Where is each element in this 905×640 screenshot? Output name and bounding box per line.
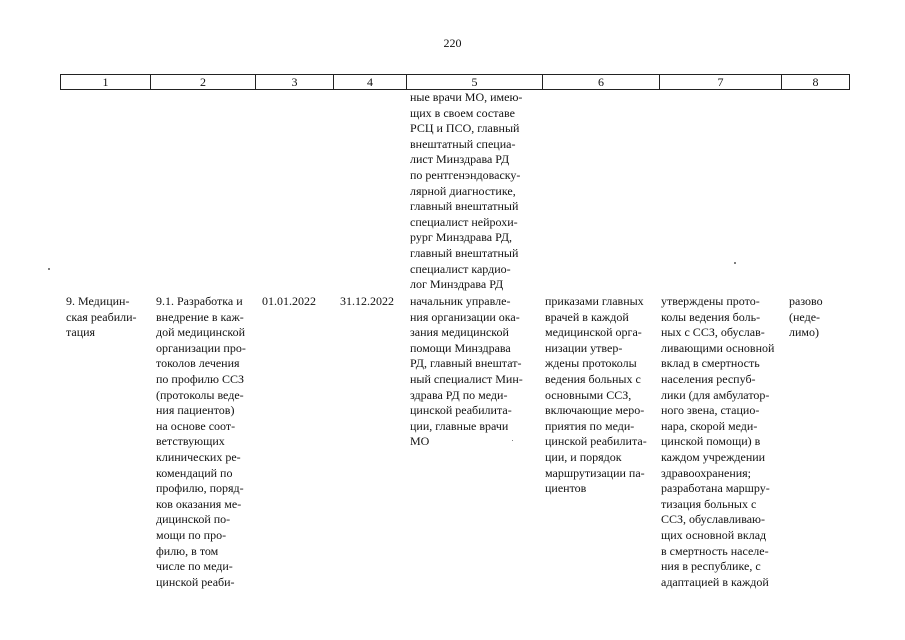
scan-speck bbox=[512, 440, 513, 441]
table-header-row bbox=[60, 74, 850, 90]
row-col-3-start-date: 01.01.2022 bbox=[262, 294, 316, 308]
row-col-1-activity: 9. Медицин- ская реабили- тация bbox=[66, 294, 137, 340]
scan-speck bbox=[48, 268, 50, 270]
header-col-4: 4 bbox=[333, 75, 406, 89]
header-col-7: 7 bbox=[659, 75, 781, 89]
row-col-4-end-date: 31.12.2022 bbox=[340, 294, 394, 308]
row-col-2-task: 9.1. Разработка и внедрение в каж- дой медицинской организации про- токолов лечения по профилю ССЗ (протоколы веде- ния пациентов) на основе соот- ветствующих клинических ре- комендаций по профилю, поряд- ков оказания ме- дицинской по- мощи по про- филю, в том числе по меди- цинской реаби- bbox=[156, 294, 246, 589]
row-col-5-responsible: начальник управле- ния организации ока- зания медицинской помощи Минздрава РД, главный внештат- ный специалист Мин- здрава РД по меди- цинской реабилита- ции, главные врачи МО bbox=[410, 294, 523, 449]
scan-speck bbox=[734, 262, 736, 264]
header-col-2: 2 bbox=[150, 75, 255, 89]
header-col-3: 3 bbox=[255, 75, 333, 89]
row-col-7-indicator: утверждены прото- колы ведения боль- ных с ССЗ, обуслав- ливающими основной вклад в смертность населения респуб- лики (для амбулатор- ного звена, стацио- нара, скорой меди- цинской помощи) в каждом учреждении здравоохранения; разработана маршру- тизация больных с ССЗ, обуславливаю- щих основной вклад в смертность населе- ния в республике, с адаптацией в каждой bbox=[661, 294, 775, 589]
header-col-8: 8 bbox=[781, 75, 850, 89]
header-col-1: 1 bbox=[60, 75, 150, 89]
header-col-5: 5 bbox=[406, 75, 542, 89]
continuation-col-5: ные врачи МО, имею- щих в своем составе РСЦ и ПСО, главный внештатный специа- лист Минздрава РД по рентгенэндоваску- лярной диагностике, главный внештатный специалист нейрохи- рург Минздрава РД, главный внештатный специалист кардио- лог Минздрава РД bbox=[410, 90, 523, 292]
row-col-8-periodicity: разово (неде- лимо) bbox=[789, 294, 823, 340]
header-col-6: 6 bbox=[542, 75, 659, 89]
row-col-6-result: приказами главных врачей в каждой медицинской орга- низации утвер- ждены протоколы ведения больных с основными ССЗ, включающие меро- приятия по меди- цинской реабилита- ции, и порядок маршрутизации па- циентов bbox=[545, 294, 647, 496]
page-number: 220 bbox=[443, 36, 462, 50]
